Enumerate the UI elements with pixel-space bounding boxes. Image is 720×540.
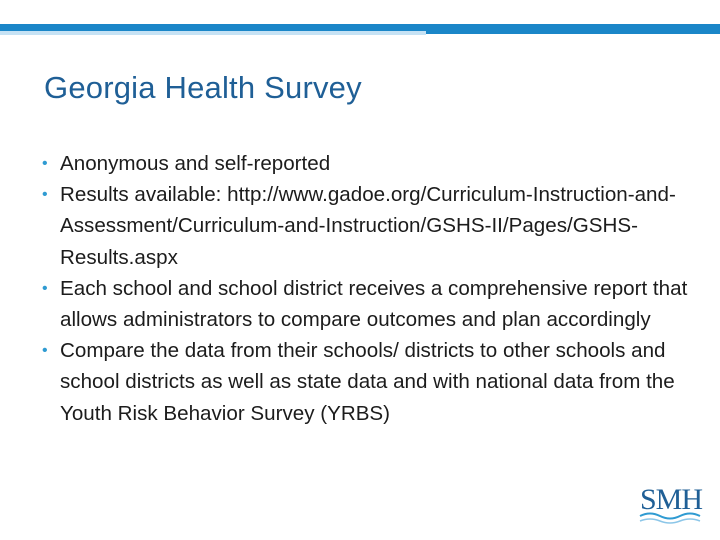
top-accent-bar-highlight	[0, 31, 426, 35]
bullet-item	[42, 148, 692, 179]
bullet-icon: •	[42, 155, 48, 172]
bullet-item	[42, 335, 692, 429]
bullet-text: Each school and school district receives a comprehensive report that allows administrators to compare outcomes and plan accordingly	[60, 276, 688, 332]
bullet-text: Compare the data from their schools/ districts to other schools and school districts as well as state data and with national data from the Youth Risk Behavior Survey (YRBS)	[60, 339, 675, 425]
bullet-item	[42, 273, 692, 335]
smh-logo	[638, 484, 704, 524]
bullet-item	[42, 179, 692, 273]
smh-logo-text: SMH	[640, 484, 703, 516]
logo-wave-icon	[640, 519, 700, 523]
bullet-list	[42, 148, 692, 429]
slide-title: Georgia Health Survey	[44, 70, 362, 105]
top-band	[0, 0, 720, 24]
bullet-icon: •	[42, 279, 48, 297]
bullet-text: Results available: http://www.gadoe.org/Curriculum-Instruction-and-Assessment/Curriculum-and-Instruction/GSHS-II/Pages/GSHS-Results.aspx	[60, 183, 676, 269]
bullet-icon: •	[42, 186, 48, 204]
bullet-icon: •	[42, 342, 48, 360]
bullet-text: Anonymous and self-reported	[60, 152, 331, 175]
